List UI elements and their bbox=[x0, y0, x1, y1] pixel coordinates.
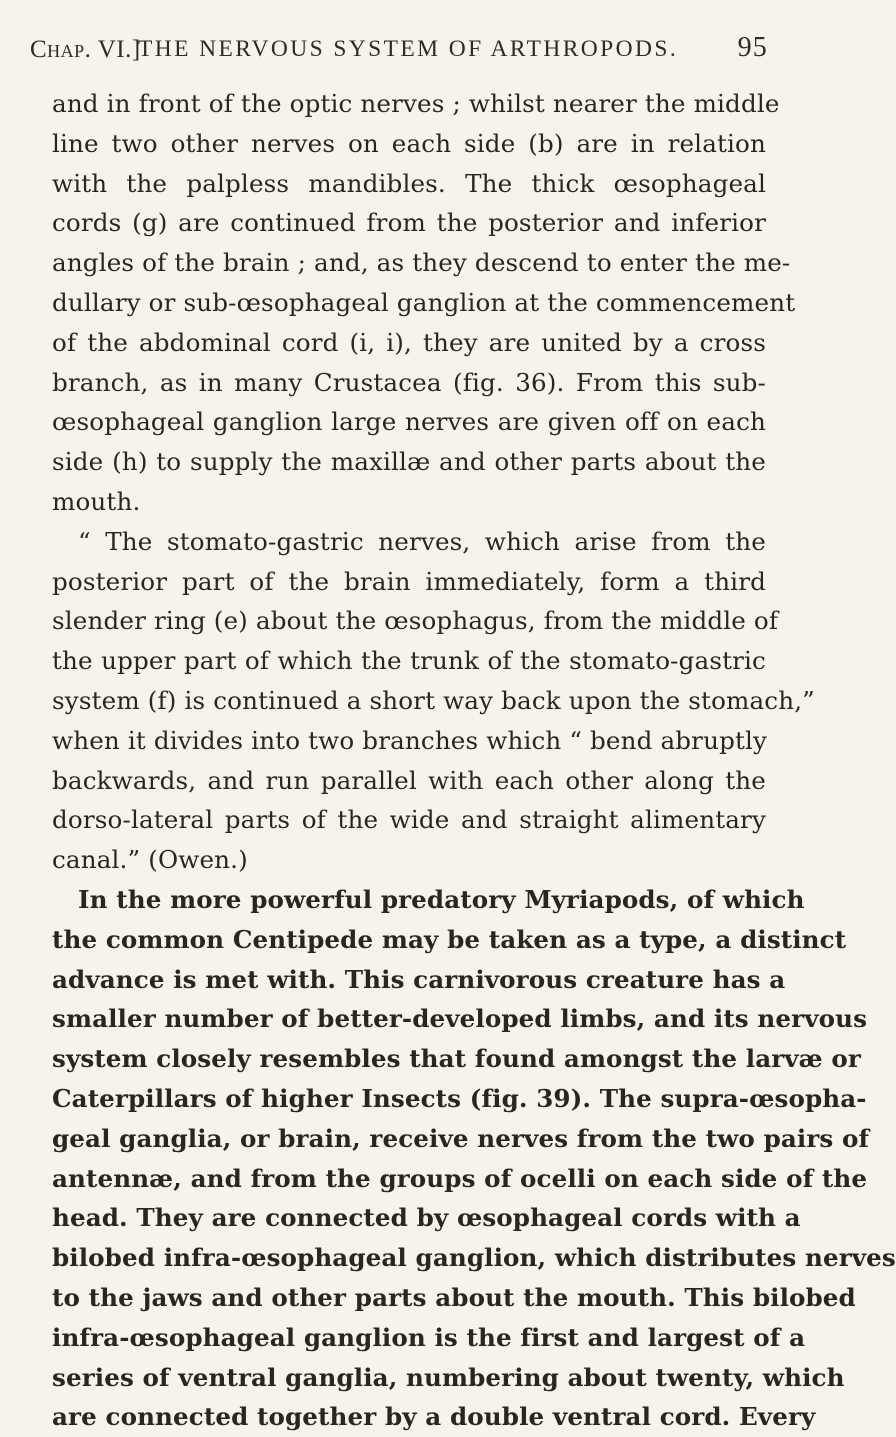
body-text bbox=[52, 84, 896, 1437]
running-head bbox=[30, 28, 768, 68]
text-line: posterior part of the brain immediately, form a third bbox=[52, 566, 766, 596]
text-line: In the more powerful predatory Myriapods, of which bbox=[78, 884, 805, 914]
text-line: when it divides into two branches which “ bend abruptly bbox=[52, 725, 768, 755]
text-line: backwards, and run parallel with each other along the bbox=[52, 765, 766, 795]
text-line: system closely resembles that found amongst the larvæ or bbox=[52, 1044, 861, 1074]
text-line: smaller number of better-developed limbs, and its nervous bbox=[52, 1004, 868, 1034]
chapter-reference: Chap. VI.] bbox=[30, 36, 141, 63]
page-number: 95 bbox=[737, 32, 768, 63]
text-line: and in front of the optic nerves ; whilst nearer the middle bbox=[52, 89, 780, 118]
running-title: THE NERVOUS SYSTEM OF ARTHROPODS. bbox=[138, 36, 679, 62]
text-line: line two other nerves on each side (b) are in relation bbox=[52, 128, 766, 158]
text-line: bilobed infra-œsophageal ganglion, which distributes nerves bbox=[52, 1243, 896, 1273]
text-line: side (h) to supply the maxillæ and other parts about the bbox=[52, 447, 766, 477]
text-line: series of ventral ganglia, numbering about twenty, which bbox=[52, 1362, 845, 1392]
text-line: the common Centipede may be taken as a type, a distinct bbox=[52, 924, 847, 954]
text-line: infra-œsophageal ganglion is the first and largest of a bbox=[52, 1322, 806, 1352]
text-line: of the abdominal cord (i, i), they are united by a cross bbox=[52, 327, 766, 357]
text-line: the upper part of which the trunk of the stomato-gastric bbox=[52, 646, 766, 676]
text-line: slender ring (e) about the œsophagus, from the middle of bbox=[52, 606, 779, 636]
text-line: canal.” (Owen.) bbox=[52, 845, 248, 875]
text-line: to the jaws and other parts about the mouth. This bilobed bbox=[52, 1282, 856, 1312]
text-line: angles of the brain ; and, as they descend to enter the me- bbox=[52, 248, 791, 278]
text-line: geal ganglia, or brain, receive nerves from the two pairs of bbox=[52, 1123, 870, 1153]
text-line: dullary or sub-œsophageal ganglion at the commencement bbox=[52, 287, 796, 317]
text-line: antennæ, and from the groups of ocelli on each side of the bbox=[52, 1163, 868, 1193]
text-line: with the palpless mandibles. The thick œsophageal bbox=[52, 168, 766, 198]
text-line: dorso-lateral parts of the wide and straight alimentary bbox=[52, 805, 766, 835]
text-line: branch, as in many Crustacea (fig. 36). From this sub- bbox=[52, 367, 766, 397]
text-line: are connected together by a double ventral cord. Every bbox=[52, 1402, 816, 1432]
text-line: “ The stomato-gastric nerves, which arise from the bbox=[78, 526, 766, 556]
text-line: head. They are connected by œsophageal cords with a bbox=[52, 1203, 801, 1233]
text-line: mouth. bbox=[52, 486, 141, 516]
text-line: œsophageal ganglion large nerves are given off on each bbox=[52, 407, 766, 437]
text-line: Caterpillars of higher Insects (fig. 39). The supra-œsopha- bbox=[52, 1083, 867, 1113]
text-line: system (f) is continued a short way back upon the stomach,” bbox=[52, 685, 815, 715]
text-line: advance is met with. This carnivorous creature has a bbox=[52, 964, 786, 994]
text-line: cords (g) are continued from the posterior and inferior bbox=[52, 208, 766, 238]
